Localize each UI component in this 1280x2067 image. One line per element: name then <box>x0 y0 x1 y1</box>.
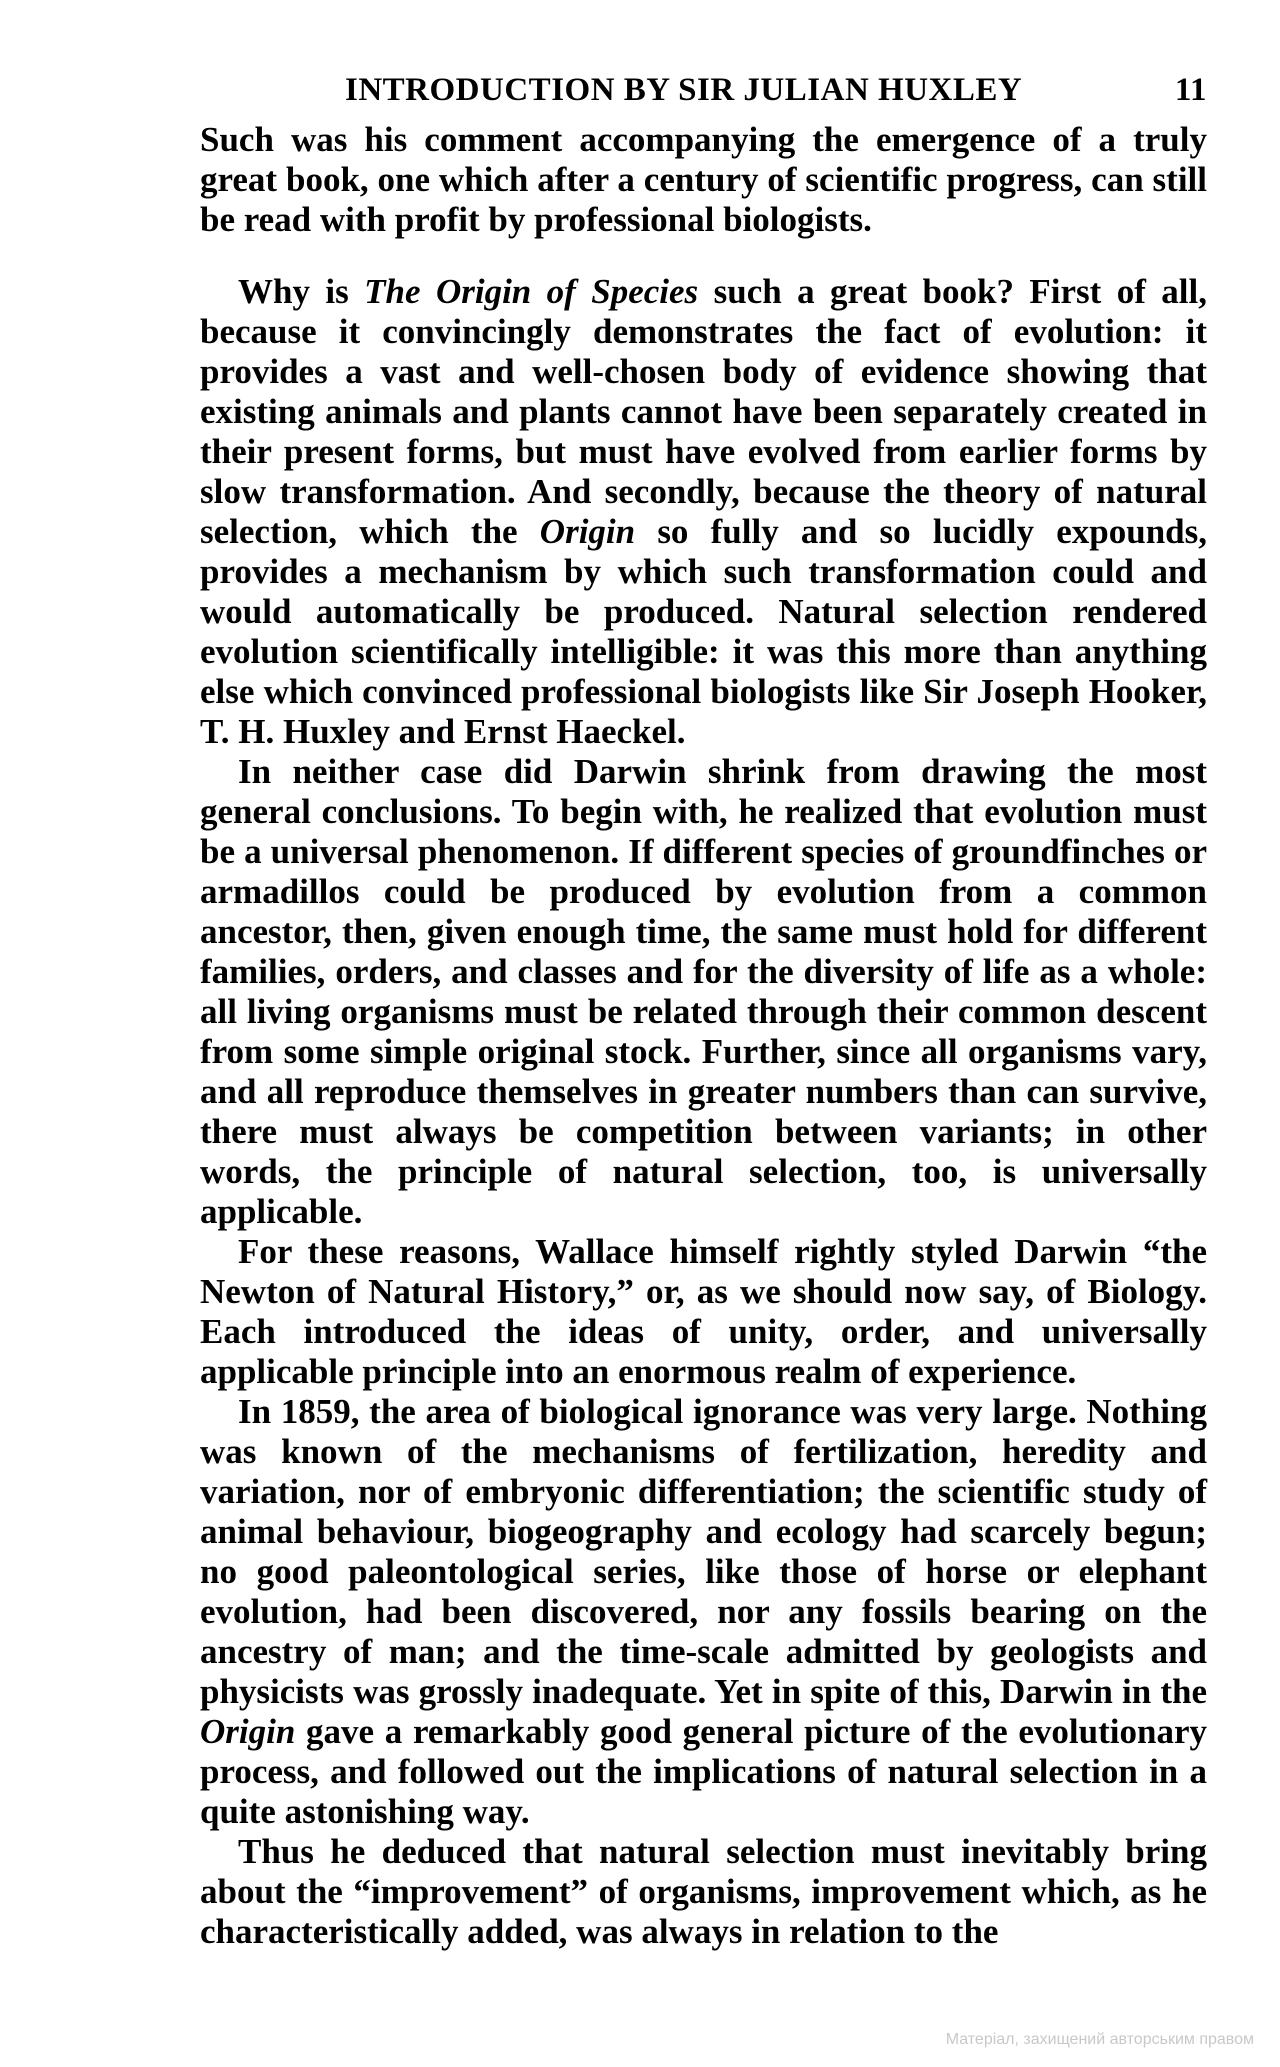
book-page <box>200 72 1207 1952</box>
paragraph-5 <box>200 1392 1207 1832</box>
text-run: gave a remarkably good general picture of the evolutionary process, and followed out the implications of natural selection in a quite astonishing way. <box>200 1712 1207 1831</box>
paragraph-4 <box>200 1232 1207 1392</box>
book-title-italic: Origin <box>200 1712 296 1751</box>
text-run: Thus he deduced that natural selection must inevitably bring about the “improvement” of organisms, improvement which, as he characteristically added, was always in relation to the <box>200 1832 1207 1951</box>
paragraph-2 <box>200 272 1207 752</box>
text-run: In 1859, the area of biological ignorance was very large. Nothing was known of the mechanisms of fertilization, heredity and variation, nor of embryonic differentiation; the scientific study of animal behaviour, biogeography and ecology had scarcely begun; no good paleontological series, like those of horse or elephant evolution, had been discovered, nor any fossils bearing on the ancestry of man; and the time-scale admitted by geologists and physicists was grossly inadequate. Yet in spite of this, Darwin in the <box>200 1392 1207 1711</box>
text-run: Why is <box>238 272 365 311</box>
running-header <box>200 72 1207 120</box>
text-run: such a great book? First of all, because it convincingly demonstrates the fact of evolution: it provides a vast and well-chosen body of evidence showing that existing animals and plants cannot have been separately created in their present forms, but must have evolved from earlier forms by slow transformation. And secondly, because the theory of natural selection, which the <box>200 272 1207 551</box>
text-run: Such was his comment accompanying the emergence of a truly great book, one which after a century of scientific progress, can still be read with profit by professional biologists. <box>200 120 1207 239</box>
paragraph-6 <box>200 1832 1207 1952</box>
book-title-italic: Origin <box>539 512 636 551</box>
text-run: so fully and so lucidly expounds, provides a mechanism by which such transformation could and would automatically be produced. Natural selection rendered evolution scientifically intelligible: it was this more than anything else which convinced professional biologists like Sir Joseph Hooker, T. H. Huxley and Ernst Haeckel. <box>200 512 1207 751</box>
text-run: For these reasons, Wallace himself rightly styled Darwin “the Newton of Natural History,” or, as we should now say, of Biology. Each introduced the ideas of unity, order, and universally applicable principle into an enormous realm of experience. <box>200 1232 1207 1391</box>
page-number: 11 <box>1174 72 1207 108</box>
text-run: In neither case did Darwin shrink from drawing the most general conclusions. To begin with, he realized that evolution must be a universal phenomenon. If different species of groundfinches or armadillos could be produced by evolution from a common ancestor, then, given enough time, the same must hold for different families, orders, and classes and for the diversity of life as a whole: all living organisms must be related through their common descent from some simple original stock. Further, since all organisms vary, and all reproduce themselves in greater numbers than can survive, there must always be competition between variants; in other words, the principle of natural selection, too, is universally applicable. <box>200 752 1207 1231</box>
paragraph-1 <box>200 120 1207 240</box>
paragraph-3 <box>200 752 1207 1232</box>
copyright-watermark: Матеріал, захищений авторським правом <box>945 2031 1254 2048</box>
book-title-italic: The Origin of Species <box>364 272 699 311</box>
body-text <box>200 120 1207 1952</box>
running-title: INTRODUCTION BY SIR JULIAN HUXLEY <box>345 72 1023 108</box>
